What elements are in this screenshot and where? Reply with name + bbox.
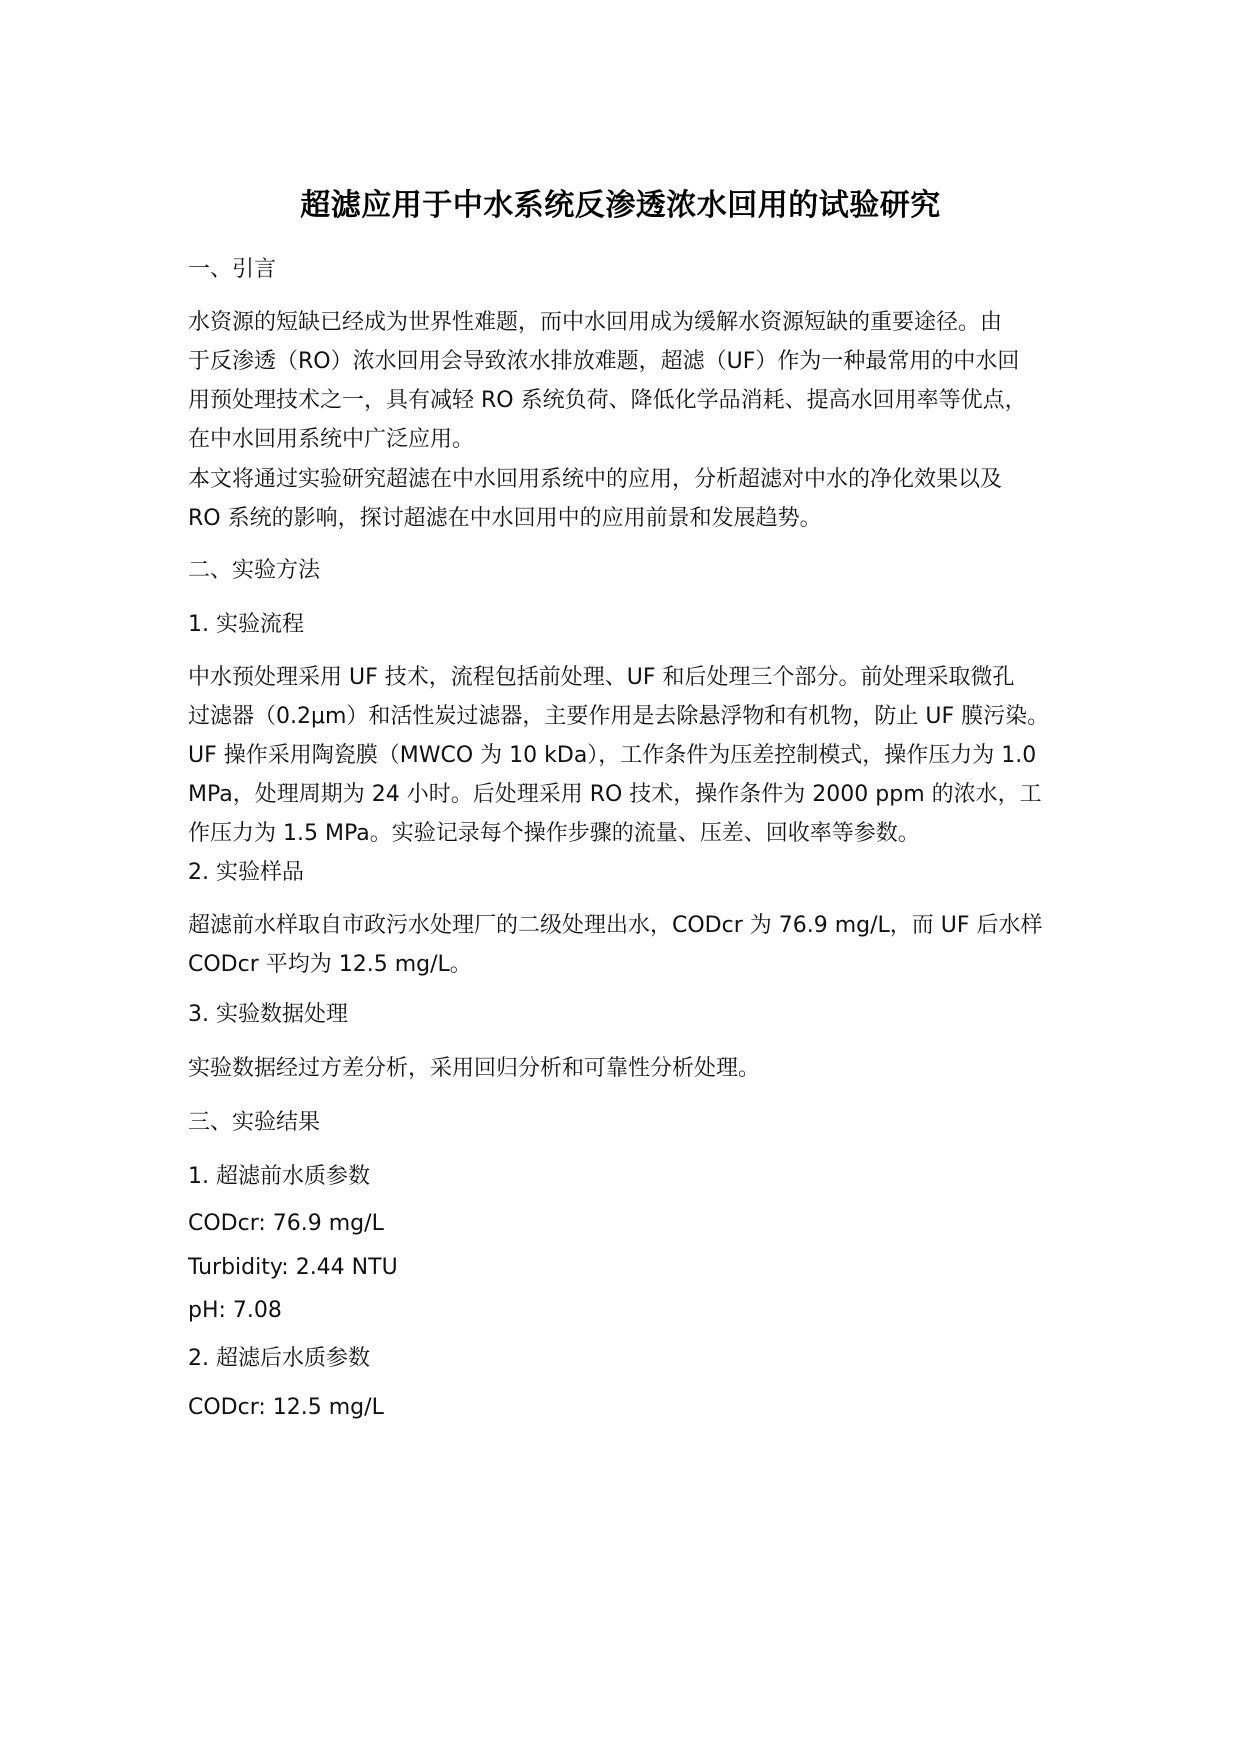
parameter-line: CODcr: 76.9 mg/L (188, 1211, 384, 1236)
text-line: 于反渗透（RO）浓水回用会导致浓水排放难题，超滤（UF）作为一种最常用的中水回 (188, 349, 1020, 374)
parameter-line: pH: 7.08 (188, 1298, 282, 1323)
text-line: 水资源的短缺已经成为世界性难题，而中水回用成为缓解水资源短缺的重要途径。由 (188, 310, 1003, 335)
subsection-2-2-heading: 2. 实验样品 (188, 860, 304, 885)
document-title: 超滤应用于中水系统反渗透浓水回用的试验研究 (300, 188, 941, 223)
subsection-3-2-heading: 2. 超滤后水质参数 (188, 1346, 370, 1371)
subsection-2-3-paragraph: 实验数据经过方差分析，采用回归分析和可靠性分析处理。 (188, 1056, 761, 1081)
text-line: 中水预处理采用 UF 技术，流程包括前处理、UF 和后处理三个部分。前处理采取微孔 (188, 665, 1015, 690)
section-1-paragraph-1 (188, 303, 1088, 459)
text-line: 超滤前水样取自市政污水处理厂的二级处理出水，CODcr 为 76.9 mg/L，而 UF 后水样 (188, 913, 1043, 938)
subsection-2-2-paragraph (188, 906, 1088, 984)
text-line: RO 系统的影响，探讨超滤在中水回用中的应用前景和发展趋势。 (188, 506, 822, 531)
parameter-line: CODcr: 12.5 mg/L (188, 1395, 384, 1420)
section-1-paragraph-2 (188, 460, 1088, 538)
section-1-heading: 一、引言 (188, 257, 277, 282)
text-line: MPa，处理周期为 24 小时。后处理采用 RO 技术，操作条件为 2000 ppm 的浓水，工 (188, 782, 1042, 807)
text-line: UF 操作采用陶瓷膜（MWCO 为 10 kDa），工作条件为压差控制模式，操作压力为 1.0 (188, 743, 1037, 768)
text-line: 过滤器（0.2μm）和活性炭过滤器，主要作用是去除悬浮物和有机物，防止 UF 膜污染。 (188, 704, 1050, 729)
text-line: 本文将通过实验研究超滤在中水回用系统中的应用，分析超滤对中水的净化效果以及 (188, 467, 1003, 492)
subsection-2-1-heading: 1. 实验流程 (188, 612, 304, 637)
text-line: 在中水回用系统中广泛应用。 (188, 427, 475, 452)
text-line: CODcr 平均为 12.5 mg/L。 (188, 952, 472, 977)
subsection-2-3-heading: 3. 实验数据处理 (188, 1002, 348, 1027)
parameter-line: Turbidity: 2.44 NTU (188, 1255, 398, 1280)
subsection-3-1-heading: 1. 超滤前水质参数 (188, 1164, 370, 1189)
text-line: 作压力为 1.5 MPa。实验记录每个操作步骤的流量、压差、回收率等参数。 (188, 821, 920, 846)
section-2-heading: 二、实验方法 (188, 558, 321, 583)
subsection-2-1-paragraph (188, 658, 1088, 853)
text-line: 用预处理技术之一，具有减轻 RO 系统负荷、降低化学品消耗、提高水回用率等优点， (188, 388, 1027, 413)
section-3-heading: 三、实验结果 (188, 1110, 321, 1135)
